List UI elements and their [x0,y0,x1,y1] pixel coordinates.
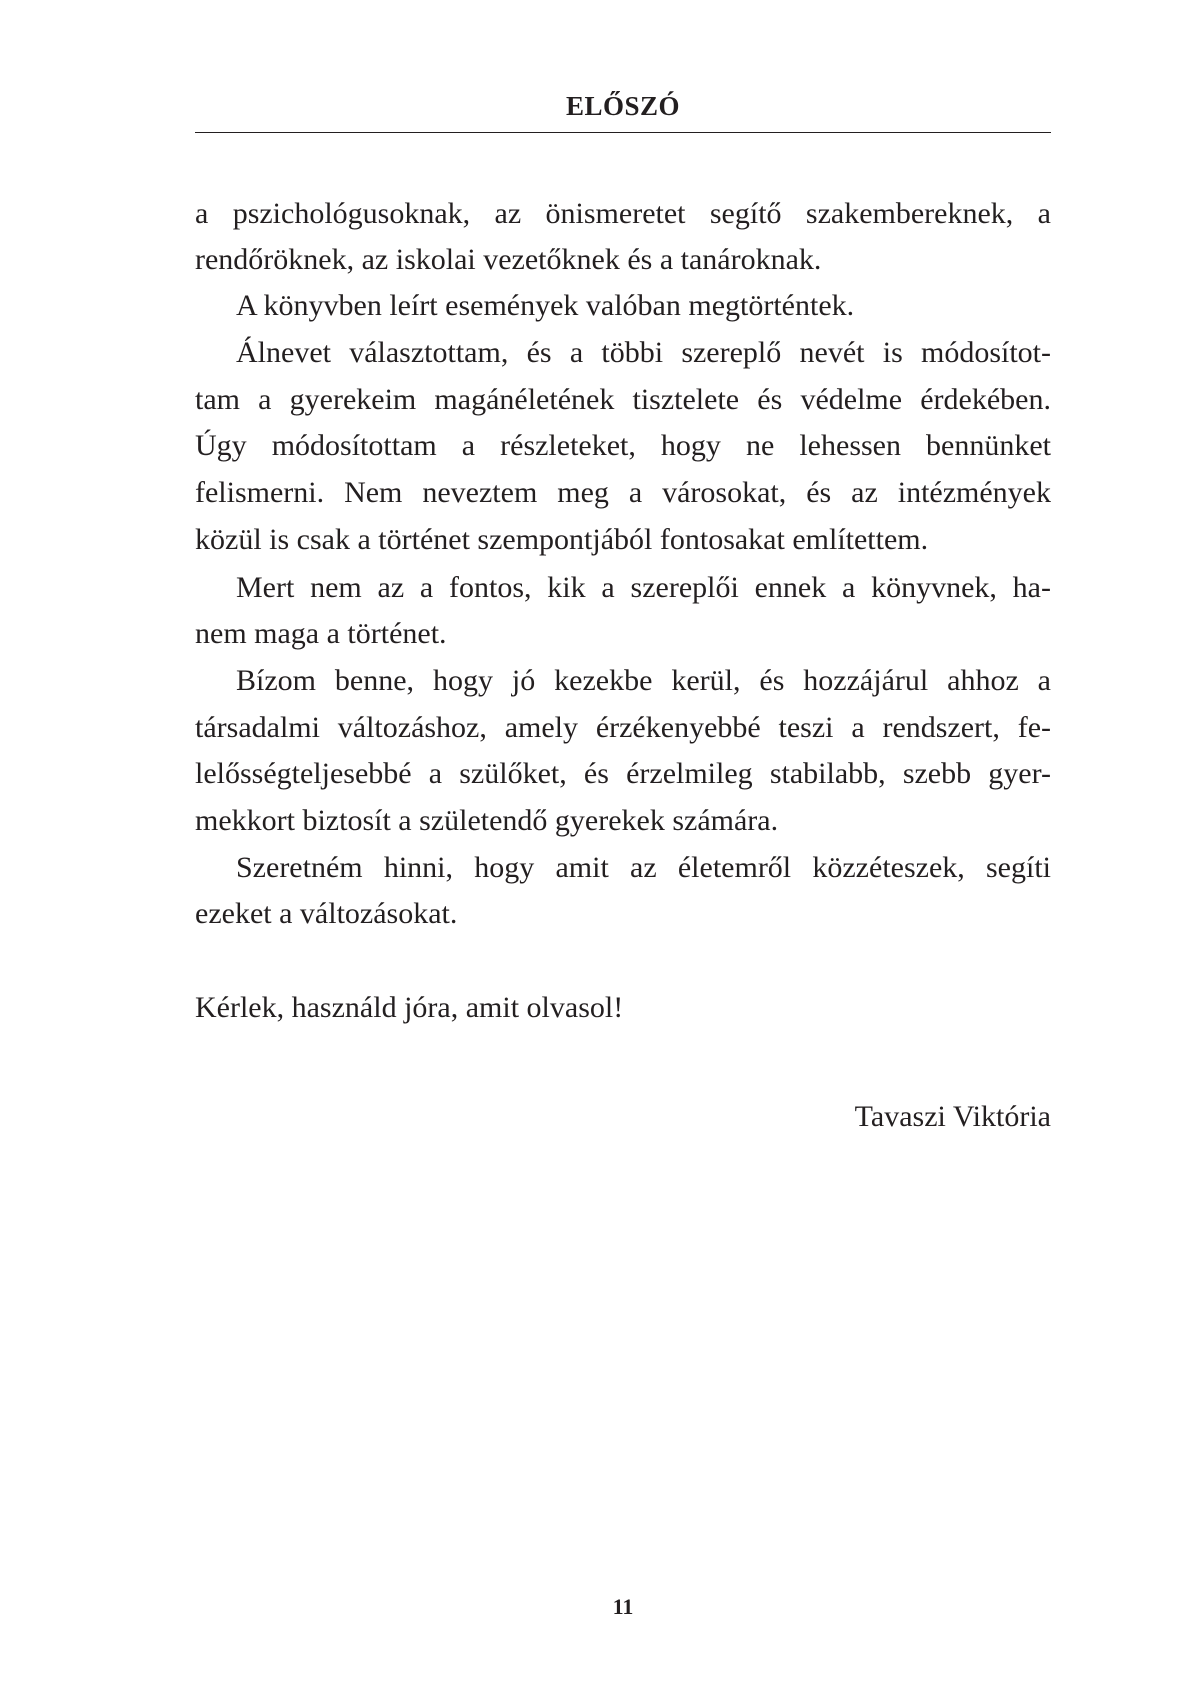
text-line: Bízom benne, hogy jó kezekbe kerül, és hozzájárul ahhoz a [236,664,1051,697]
text-line: közül is csak a történet szempontjából fontosakat említettem. [195,523,929,556]
text-line: felismerni. Nem neveztem meg a városokat, és az intézmények [195,476,1051,509]
text-line: Úgy módosítottam a részleteket, hogy ne lehessen bennünket [195,429,1051,462]
text-line: lelősségteljesebbé a szülőket, és érzelmileg stabilabb, szebb gyer- [195,757,1051,790]
text-line: tam a gyerekeim magánéletének tisztelete és védelme érdekében. [195,383,1051,416]
page-number: 11 [612,1594,634,1619]
text-line: a pszichológusoknak, az önismeretet segítő szakembereknek, a [195,197,1051,230]
header-rule [195,132,1051,133]
text-line: Álnevet választottam, és a többi szereplő nevét is módosítot- [236,336,1051,369]
text-line: ezeket a változásokat. [195,897,458,930]
text-line: rendőröknek, az iskolai vezetőknek és a tanároknak. [195,243,822,276]
running-head: ELŐSZÓ [565,91,681,121]
text-line: A könyvben leírt események valóban megtörténtek. [236,289,855,322]
text-line: Szeretném hinni, hogy amit az életemről közzéteszek, segíti [236,851,1051,884]
text-line: társadalmi változáshoz, amely érzékenyebbé teszi a rendszert, fe- [195,711,1051,744]
text-line: mekkort biztosít a születendő gyerekek számára. [195,804,779,837]
text-line: Mert nem az a fontos, kik a szereplői ennek a könyvnek, ha- [236,571,1051,604]
author-signature: Tavaszi Viktória [854,1100,1051,1133]
text-line: nem maga a történet. [195,617,447,650]
closing-line: Kérlek, használd jóra, amit olvasol! [195,991,624,1024]
